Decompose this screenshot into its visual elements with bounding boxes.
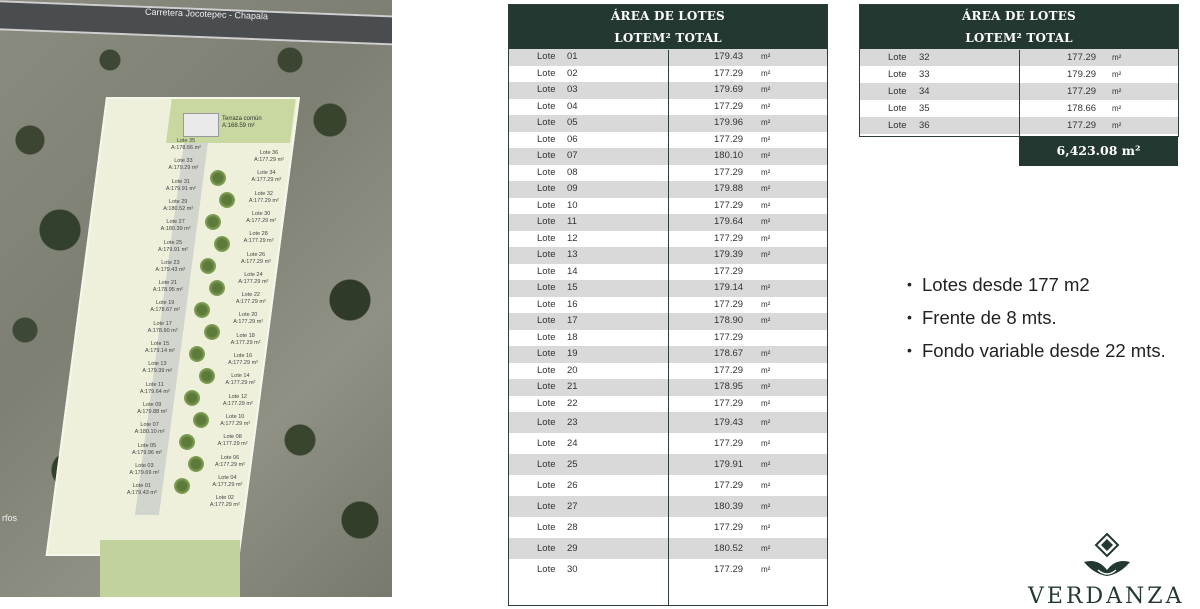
lote-label: Lote [537,51,556,62]
area-unit: m² [761,68,771,78]
lot-label-right: Lote 36 A:177.29 m² [254,150,284,163]
lote-label: Lote [888,86,907,97]
tree-icon [179,434,195,450]
lote-label: Lote [537,364,556,376]
area-unit: m² [1112,104,1122,113]
lote-label: Lote [537,282,556,293]
lote-number: 32 [919,52,930,63]
lote-number: 25 [567,459,578,470]
lote-label: Lote [537,564,556,575]
area-unit: m² [761,316,771,325]
lote-label: Lote [537,216,556,227]
tree-icon [184,390,200,406]
map-corner-text: rfos [2,513,18,523]
lote-number: 06 [567,133,578,145]
lote-label: Lote [888,69,907,80]
lote-area: 178.66 [1067,103,1097,114]
lote-area: 179.43 [714,51,744,62]
lote-number: 05 [567,117,578,128]
lote-area: 177.29 [714,331,744,343]
lote-number: 26 [567,480,578,491]
lote-area: 177.29 [714,133,744,145]
lote-area: 177.29 [714,397,744,409]
area-unit: m² [761,544,771,553]
lote-number: 16 [567,298,578,310]
lote-label: Lote [888,52,907,63]
lote-area: 177.29 [714,199,744,211]
lote-label: Lote [537,501,556,512]
area-unit: m² [761,382,771,391]
lot-label-right: Lote 30 A:177.29 m² [246,210,277,224]
site-plan-map [0,0,392,597]
brand-logo-icon [1080,532,1134,580]
lot-label-right: Lote 22 A:177.29 m² [235,292,266,306]
park-area [100,540,240,597]
lote-number: 34 [919,86,930,97]
table-title: ÁREA DE LOTES [962,9,1076,23]
table-header [860,5,1178,49]
area-unit: m² [761,299,771,309]
area-unit: m² [761,502,771,511]
lote-number: 22 [567,397,578,409]
lote-number: 11 [567,216,577,227]
lot-label-left: Lote 09 A:179.88 m² [137,401,168,415]
tree-icon [205,214,221,230]
lote-label: Lote [537,331,556,343]
lote-area: 177.29 [714,438,744,449]
column-divider [1019,50,1020,136]
lote-number: 12 [567,232,578,244]
area-unit: m² [761,134,771,144]
lote-area: 177.29 [1067,86,1097,97]
area-unit: m² [761,118,771,127]
lote-number: 35 [919,103,930,114]
lote-number: 01 [567,51,578,62]
lote-label: Lote [537,265,556,277]
area-unit: m² [761,523,771,532]
lot-area-table-2 [859,4,1179,137]
column-divider [668,50,669,605]
lote-label: Lote [888,120,907,131]
lot-label-left: Lote 11 A:179.64 m² [139,381,170,395]
lote-number: 07 [567,150,578,161]
lote-number: 36 [919,120,930,131]
lote-label: Lote [537,315,556,326]
lot-label-left: Lote 01 A:179.43 m² [126,483,157,497]
tree-icon [210,170,226,186]
area-unit: m² [1112,87,1122,96]
lot-label-right: Lote 16 A:177.29 m² [228,353,258,366]
feature-item: • Fondo variable desde 22 mts. [907,340,1166,361]
lot-label-left: Lote 07 A:180.10 m² [134,422,165,436]
lote-label: Lote [537,117,556,128]
lote-area: 178.67 [714,348,744,359]
area-unit: m² [761,151,771,160]
table-header [509,5,827,49]
tree-icon [174,478,190,494]
lote-number: 27 [567,501,578,512]
lote-label: Lote [537,67,556,79]
lote-label: Lote [537,100,556,112]
lot-label-right: Lote 32 A:177.29 m² [248,190,279,204]
area-unit: m² [1112,53,1122,62]
area-unit: m² [761,365,771,375]
lot-label-left: Lote 15 A:179.14 m² [145,341,175,354]
area-unit: m² [761,439,771,448]
lot-label-left: Lote 31 A:179.91 m² [165,178,196,192]
area-unit: m² [761,52,771,61]
lot-label-left: Lote 35 A:178.66 m² [171,138,201,151]
lote-area: 179.88 [714,183,744,194]
lote-label: Lote [537,417,556,428]
area-unit: m² [1112,121,1122,130]
lot-label-right: Lote 18 A:177.29 m² [230,332,261,346]
area-unit: m² [761,418,771,427]
lot-label-right: Lote 06 A:177.29 m² [215,454,245,468]
feature-item: • Frente de 8 mts. [907,307,1057,328]
area-unit: m² [1112,70,1122,79]
lot-label-right: Lote 14 A:177.29 m² [225,373,256,387]
area-unit: m² [761,565,771,574]
lote-number: 17 [567,315,578,326]
lote-number: 03 [567,84,578,95]
lote-number: 30 [567,564,578,575]
lote-label: Lote [537,543,556,554]
lote-number: 33 [919,69,930,80]
lot-label-right: Lote 34 A:177.29 m² [251,170,282,184]
lote-area: 178.95 [714,381,744,392]
lote-label: Lote [537,348,556,359]
lote-area: 179.43 [714,417,744,428]
road-label: Carretera Jocotepec - Chapala [144,6,269,22]
area-unit: m² [761,233,771,243]
area-unit: m² [761,217,771,226]
lote-area: 177.29 [714,166,744,178]
area-unit: m² [761,101,771,111]
feature-item: • Lotes desde 177 m2 [907,274,1090,295]
lot-label-left: Lote 17 A:178.90 m² [147,320,178,334]
lote-number: 02 [567,67,578,79]
lot-label-right: Lote 24 A:177.29 m² [238,271,269,285]
lot-label-left: Lote 29 A:180.52 m² [163,198,194,212]
lote-number: 21 [567,381,578,392]
lot-label-right: Lote 02 A:177.29 m² [209,495,240,509]
highway [0,0,392,46]
lot-label-left: Lote 27 A:180.39 m² [160,219,191,233]
area-unit: m² [761,460,771,469]
lote-area: 177.29 [714,232,744,244]
lote-number: 28 [567,522,578,533]
lote-area: 179.96 [714,117,744,128]
lote-area: 177.29 [714,67,744,79]
area-unit: m² [761,184,771,193]
lote-area: 179.39 [714,249,744,260]
lot-label-left: Lote 21 A:178.95 m² [152,280,183,294]
lote-area: 179.64 [714,216,744,227]
lote-area: 177.29 [714,100,744,112]
lote-area: 177.29 [714,265,744,277]
lote-label: Lote [537,133,556,145]
total-area: 6,423.08 m² [1019,136,1178,166]
lote-number: 10 [567,199,578,211]
lot-label-left: Lote 13 A:179.39 m² [142,361,173,375]
lote-number: 20 [567,364,578,376]
lote-number: 14 [567,265,578,277]
lote-area: 180.52 [714,543,744,554]
amenity-label: Terraza común A:168.59 m² [222,116,262,129]
lote-area: 177.29 [714,298,744,310]
lote-number: 04 [567,100,578,112]
feature-list [907,268,1187,367]
area-unit: m² [761,398,771,408]
table-subtitle: LOTEM² TOTAL [965,31,1073,45]
table-title: ÁREA DE LOTES [611,9,725,23]
lot-label-right: Lote 04 A:177.29 m² [212,474,243,488]
lote-label: Lote [537,459,556,470]
lote-area: 179.14 [714,282,744,293]
lot-label-left: Lote 03 A:179.69 m² [129,462,160,476]
lote-area: 179.91 [714,459,744,470]
lote-number: 24 [567,438,578,449]
lot-label-right: Lote 20 A:177.29 m² [233,312,264,326]
area-unit: m² [761,200,771,210]
lote-label: Lote [537,397,556,409]
lote-area: 180.10 [714,150,744,161]
lote-label: Lote [537,298,556,310]
lote-label: Lote [537,150,556,161]
lote-number: 09 [567,183,578,194]
lote-number: 15 [567,282,578,293]
lot-label-right: Lote 10 A:177.29 m² [220,413,251,427]
tree-icon [204,324,220,340]
tree-icon [200,258,216,274]
area-unit: m² [761,283,771,292]
lote-area: 180.39 [714,501,744,512]
area-unit: m² [761,167,771,177]
lot-label-right: Lote 28 A:177.29 m² [243,231,274,245]
lot-label-left: Lote 23 A:179.43 m² [155,259,186,273]
lot-label-left: Lote 33 A:179.29 m² [168,158,199,172]
lot-label-left: Lote 19 A:178.67 m² [150,300,181,314]
lot-label-right: Lote 08 A:177.29 m² [217,434,248,448]
lote-area: 177.29 [1067,52,1097,63]
tree-icon [199,368,215,384]
lote-label: Lote [537,199,556,211]
lote-number: 18 [567,331,578,343]
lote-area: 177.29 [1067,120,1097,131]
lote-area: 179.29 [1067,69,1097,80]
lot-label-right: Lote 12 A:177.29 m² [222,393,253,407]
lote-number: 23 [567,417,578,428]
lote-label: Lote [537,166,556,178]
lote-label: Lote [537,438,556,449]
lote-number: 19 [567,348,578,359]
lote-number: 29 [567,543,578,554]
lote-area: 177.29 [714,364,744,376]
area-unit: m² [761,481,771,490]
amenity-building [183,113,219,137]
lot-label-right: Lote 26 A:177.29 m² [241,251,271,265]
area-unit: m² [761,85,771,94]
lote-label: Lote [537,381,556,392]
lote-label: Lote [537,522,556,533]
lote-area: 177.29 [714,522,744,533]
area-unit: m² [761,250,771,259]
table-subtitle: LOTEM² TOTAL [614,31,722,45]
lote-number: 08 [567,166,578,178]
lot-area-table-1 [508,4,828,606]
lote-label: Lote [537,232,556,244]
lote-number: 13 [567,249,578,260]
lote-area: 177.29 [714,564,744,575]
lote-area: 177.29 [714,480,744,491]
lote-area: 178.90 [714,315,744,326]
lote-label: Lote [888,103,907,114]
lot-label-left: Lote 05 A:179.96 m² [132,442,162,456]
lote-label: Lote [537,249,556,260]
brand-wordmark: VERDANZA [1028,584,1185,609]
lote-label: Lote [537,84,556,95]
lot-label-left: Lote 25 A:179.91 m² [158,239,188,253]
tree-icon [209,280,225,296]
lote-area: 179.69 [714,84,744,95]
lote-label: Lote [537,480,556,491]
lote-label: Lote [537,183,556,194]
area-unit: m² [761,349,771,358]
